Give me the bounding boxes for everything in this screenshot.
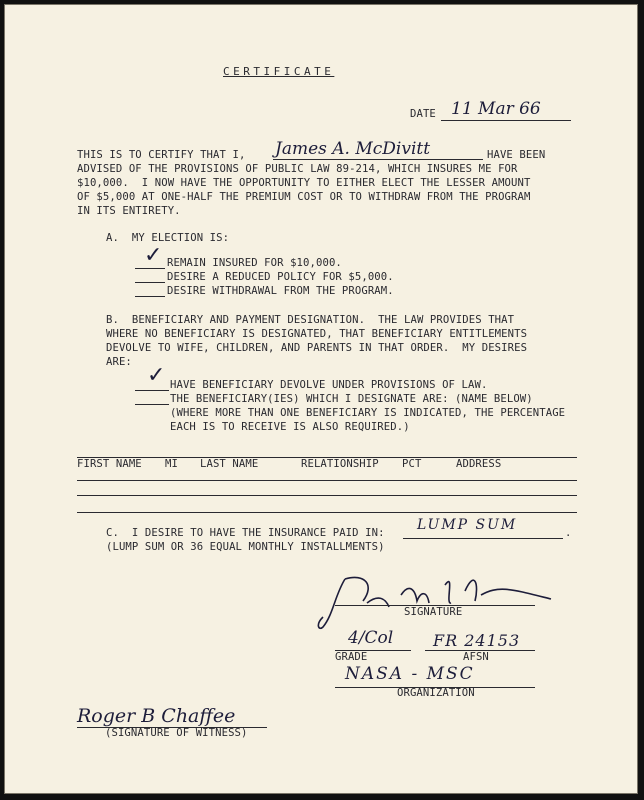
section-c-line-2: (LUMP SUM OR 36 EQUAL MONTHLY INSTALLMENTS) [106, 541, 385, 553]
option-blank-1 [135, 268, 165, 269]
beneficiary-option-designate-3: EACH IS TO RECEIVE IS ALSO REQUIRED.) [170, 421, 410, 433]
option-blank-3 [135, 296, 165, 297]
payment-choice-line [403, 538, 563, 539]
table-row-rule-2 [77, 495, 577, 496]
certificate-document [4, 4, 638, 794]
signature-label: SIGNATURE [404, 606, 463, 618]
option-reduced-policy: DESIRE A REDUCED POLICY FOR $5,000. [167, 271, 394, 283]
intro-line-3: $10,000. I NOW HAVE THE OPPORTUNITY TO EITHER ELECT THE LESSER AMOUNT [77, 177, 531, 189]
witness-label: (SIGNATURE OF WITNESS) [105, 727, 248, 739]
intro-line-5: IN ITS ENTIRETY. [77, 205, 181, 217]
option-withdrawal: DESIRE WITHDRAWAL FROM THE PROGRAM. [167, 285, 394, 297]
option-blank-2 [135, 282, 165, 283]
table-row-rule-1 [77, 480, 577, 481]
payment-choice-handwritten: LUMP SUM [417, 517, 518, 533]
col-address: ADDRESS [456, 458, 502, 470]
grade-label: GRADE [335, 651, 368, 663]
col-last-name: LAST NAME [200, 458, 259, 470]
beneficiary-option-law: HAVE BENEFICIARY DEVOLVE UNDER PROVISIONS OF LAW. [170, 379, 488, 391]
beneficiary-blank-1 [135, 390, 169, 391]
table-row-rule-3 [77, 512, 577, 513]
date-value-handwritten: 11 Mar 66 [451, 99, 541, 119]
organization-handwritten: NASA - MSC [345, 664, 475, 684]
col-first-name: FIRST NAME [77, 458, 142, 470]
section-a-heading: A. MY ELECTION IS: [106, 232, 230, 244]
document-title: CERTIFICATE [223, 65, 335, 78]
date-label: DATE [410, 108, 436, 120]
certifier-name-handwritten: James A. McDivitt [275, 139, 431, 159]
section-c-line-1: C. I DESIRE TO HAVE THE INSURANCE PAID IN: [106, 527, 385, 539]
section-c-period: . [565, 527, 572, 539]
afsn-label: AFSN [463, 651, 489, 663]
intro-line-1-suffix: HAVE BEEN [487, 149, 546, 161]
col-relationship: RELATIONSHIP [301, 458, 379, 470]
section-b-line-2: WHERE NO BENEFICIARY IS DESIGNATED, THAT BENEFICIARY ENTITLEMENTS [106, 328, 528, 340]
option-remain-insured: REMAIN INSURED FOR $10,000. [167, 257, 342, 269]
section-a-check-mark: ✓ [144, 243, 163, 268]
section-b-line-1: B. BENEFICIARY AND PAYMENT DESIGNATION. THE LAW PROVIDES THAT [106, 314, 515, 326]
organization-label: ORGANIZATION [397, 687, 475, 699]
intro-line-2: ADVISED OF THE PROVISIONS OF PUBLIC LAW 89-214, WHICH INSURES ME FOR [77, 163, 518, 175]
section-b-check-mark: ✓ [147, 363, 166, 388]
date-line [441, 120, 571, 121]
col-pct: PCT [402, 458, 422, 470]
section-b-line-4: ARE: [106, 356, 132, 368]
beneficiary-option-designate-1: THE BENEFICIARY(IES) WHICH I DESIGNATE ARE: (NAME BELOW) [170, 393, 533, 405]
signature-scrawl-svg [305, 565, 565, 635]
name-line [273, 159, 483, 160]
intro-line-4: OF $5,000 AT ONE-HALF THE PREMIUM COST OR TO WITHDRAW FROM THE PROGRAM [77, 191, 531, 203]
afsn-handwritten: FR 24153 [433, 631, 521, 650]
grade-handwritten: 4/Col [348, 628, 394, 648]
intro-line-1-prefix: THIS IS TO CERTIFY THAT I, [77, 149, 246, 161]
beneficiary-blank-2 [135, 404, 169, 405]
col-mi: MI [165, 458, 178, 470]
witness-signature-handwritten: Roger B Chaffee [77, 705, 236, 727]
section-b-line-3: DEVOLVE TO WIFE, CHILDREN, AND PARENTS IN THAT ORDER. MY DESIRES [106, 342, 528, 354]
beneficiary-option-designate-2: (WHERE MORE THAN ONE BENEFICIARY IS INDICATED, THE PERCENTAGE [170, 407, 566, 419]
